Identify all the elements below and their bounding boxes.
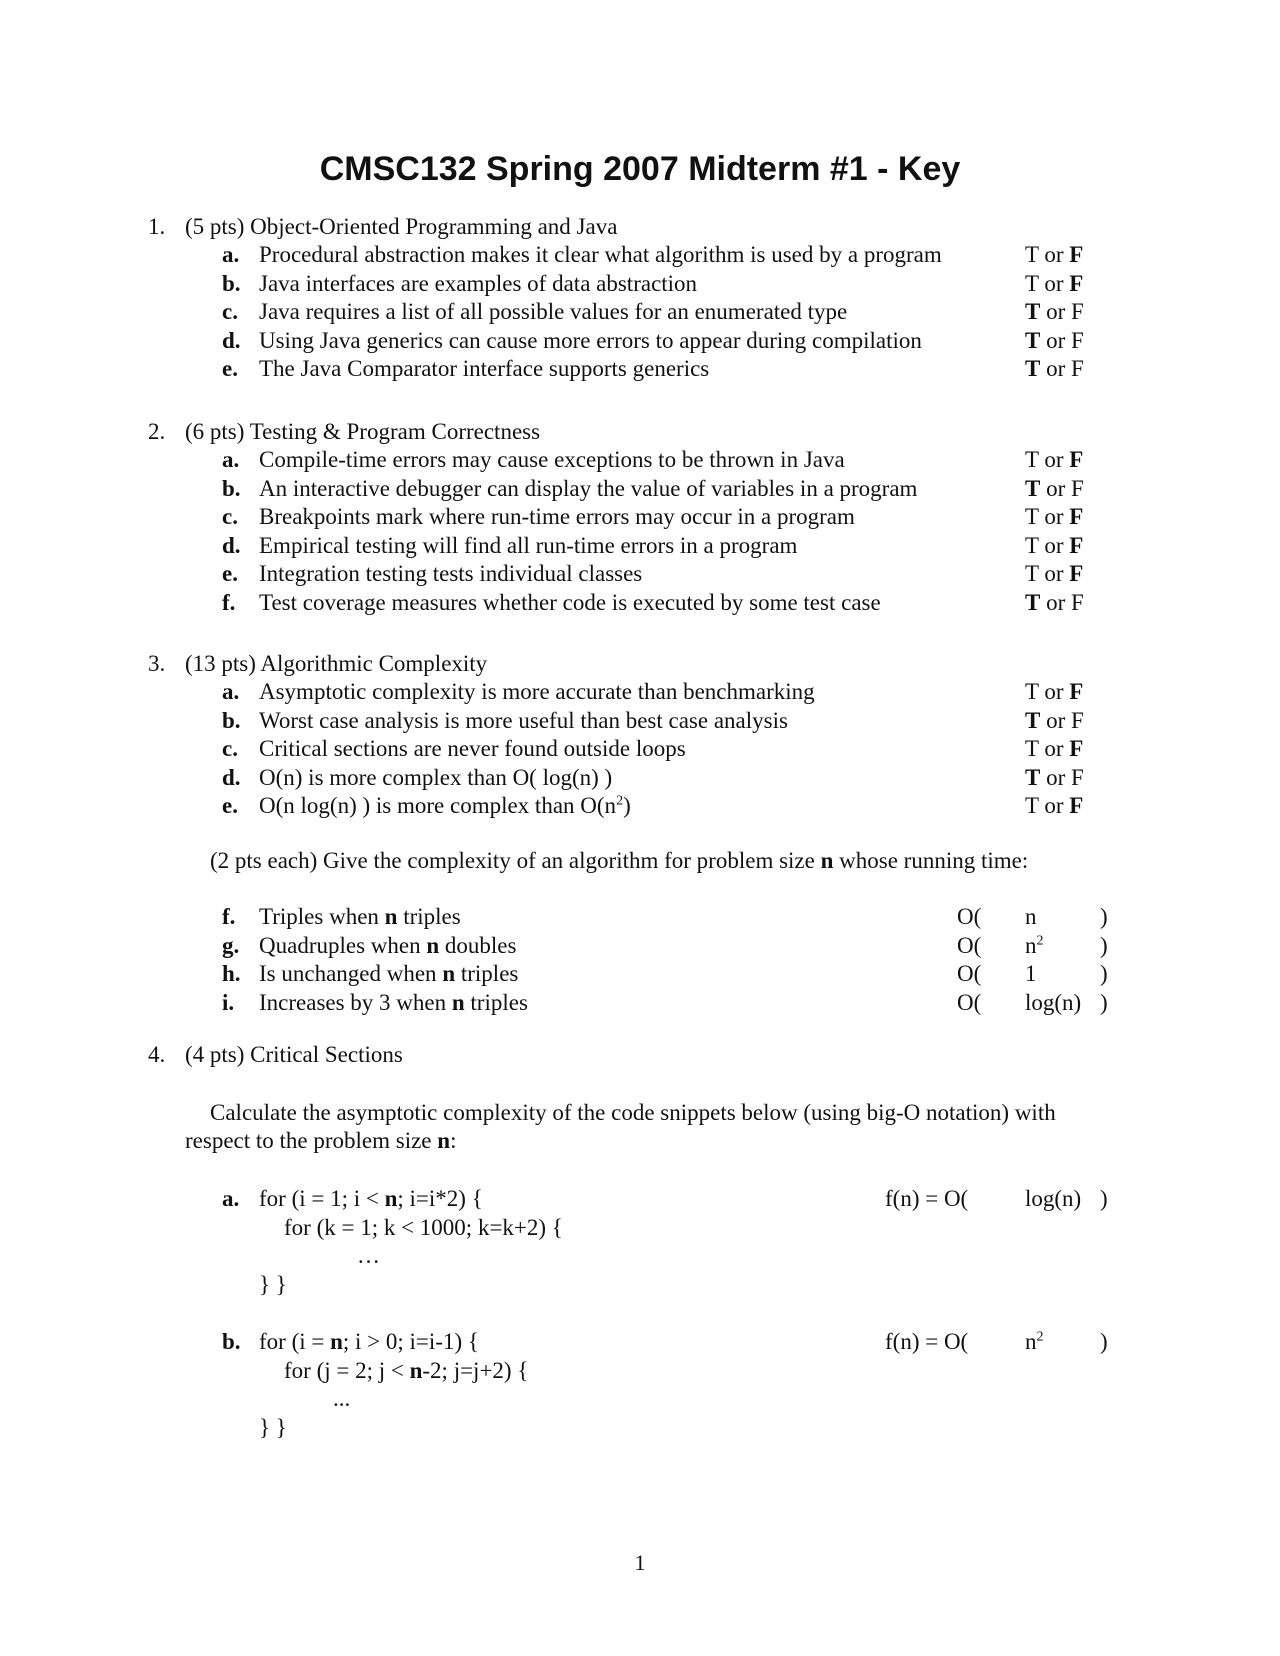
item-statement: Is unchanged when n triples [259,961,519,986]
item-statement: Test coverage measures whether code is executed by some test case [259,589,881,615]
item-statement: Increases by 3 when n triples [259,989,528,1015]
true-false-answer: T or F [1025,707,1084,733]
big-o-open: O( [957,932,982,958]
item-statement: Java interfaces are examples of data abstraction [259,270,698,296]
code-line: for (k = 1; k < 1000; k=k+2) { [284,1214,563,1240]
code-line: for (i = 1; i < n; i=i*2) { [259,1186,483,1211]
snippet-letter: b. [222,1329,241,1354]
item-statement: Integration testing tests individual classes [259,561,643,586]
item-statement: Compile-time errors may cause exceptions to be thrown in Java [259,447,845,472]
big-o-close: ) [1100,932,1108,958]
item-letter: f. [222,904,236,929]
question-heading: (6 pts) Testing & Program Correctness [185,419,541,444]
page-title: CMSC132 Spring 2007 Midterm #1 - Key [319,150,961,188]
true-false-answer: T or F [1025,475,1084,501]
code-line: for (i = n; i > 0; i=i-1) { [259,1329,479,1354]
item-statement: Procedural abstraction makes it clear what algorithm is used by a program [259,242,942,267]
question-heading: (13 pts) Algorithmic Complexity [185,651,488,676]
big-o-open: O( [957,961,982,986]
item-letter: i. [222,989,235,1015]
item-letter: a. [222,679,240,704]
item-letter: e. [222,356,238,381]
page-number: 1 [634,1550,646,1575]
true-false-answer: T or F [1025,504,1084,529]
snippet-letter: a. [222,1186,240,1211]
item-letter: d. [222,532,241,558]
true-false-answer: T or F [1025,561,1084,586]
big-o-close: ) [1100,1329,1108,1354]
true-false-answer: T or F [1025,589,1084,615]
true-false-answer: T or F [1025,793,1084,818]
item-letter: e. [222,793,238,818]
question-number: 1. [148,214,166,239]
item-letter: e. [222,561,238,586]
item-letter: a. [222,447,240,472]
true-false-answer: T or F [1025,532,1084,558]
complexity-answer: log(n) [1025,1186,1082,1211]
question-number: 3. [148,651,166,676]
item-statement: An interactive debugger can display the value of variables in a program [259,475,918,501]
big-o-close: ) [1100,961,1108,986]
code-line: ... [333,1386,351,1411]
complexity-label: f(n) = O( [885,1186,969,1211]
complexity-instruction: (2 pts each) Give the complexity of an algorithm for problem size n whose running time: [210,848,1029,873]
item-statement: The Java Comparator interface supports generics [259,356,710,381]
code-line: } } [259,1414,287,1440]
true-false-answer: T or F [1025,356,1084,381]
big-o-close: ) [1100,1186,1108,1211]
true-false-answer: T or F [1025,447,1084,472]
question-heading: (5 pts) Object-Oriented Programming and Java [185,214,618,239]
true-false-answer: T or F [1025,270,1084,296]
true-false-answer: T or F [1025,327,1084,353]
item-letter: b. [222,475,241,501]
complexity-answer: log(n) [1025,989,1082,1015]
item-letter: d. [222,764,241,790]
complexity-answer: 1 [1025,961,1037,986]
question-intro-line-1: Calculate the asymptotic complexity of the code snippets below (using big-O notation) with [210,1100,1056,1125]
big-o-open: O( [957,989,982,1015]
true-false-answer: T or F [1025,242,1084,267]
item-statement: Critical sections are never found outside loops [259,736,686,761]
true-false-answer: T or F [1025,679,1084,704]
big-o-close: ) [1100,989,1108,1015]
item-letter: a. [222,242,240,267]
item-statement: O(n log(n) ) is more complex than $O(n^2)$ [259,793,631,818]
item-statement: O(n) is more complex than O( log(n) ) [259,764,613,790]
item-letter: f. [222,589,236,615]
true-false-answer: T or F [1025,299,1084,324]
complexity-answer: $n^2$ [1025,932,1044,958]
question-heading: (4 pts) Critical Sections [185,1042,403,1067]
code-line: for (j = 2; j < n-2; j=j+2) { [284,1357,529,1383]
item-letter: d. [222,327,241,353]
complexity-label: f(n) = O( [885,1329,969,1354]
item-statement: Using Java generics can cause more errors to appear during compilation [259,327,922,353]
item-letter: g. [222,932,240,958]
question-number: 4. [148,1042,166,1067]
item-letter: b. [222,270,241,296]
big-o-open: O( [957,904,982,929]
item-letter: b. [222,707,241,733]
code-line: } } [259,1271,287,1297]
true-false-answer: T or F [1025,736,1084,761]
true-false-answer: T or F [1025,764,1084,790]
item-statement: Triples when n triples [259,904,461,929]
code-line: … [357,1243,380,1268]
item-statement: Empirical testing will find all run-time errors in a program [259,532,798,558]
item-statement: Breakpoints mark where run-time errors may occur in a program [259,504,855,529]
question-intro-line-2: respect to the problem size n: [185,1128,457,1153]
item-letter: c. [222,299,238,324]
question-number: 2. [148,419,166,444]
item-statement: Worst case analysis is more useful than best case analysis [259,707,788,733]
item-letter: c. [222,504,238,529]
complexity-answer: n [1025,904,1037,929]
item-letter: c. [222,736,238,761]
complexity-answer: $n^2$ [1025,1329,1044,1354]
big-o-close: ) [1100,904,1108,929]
item-statement: Quadruples when n doubles [259,932,517,958]
item-statement: Java requires a list of all possible values for an enumerated type [259,299,848,324]
item-statement: Asymptotic complexity is more accurate than benchmarking [259,679,815,704]
item-letter: h. [222,961,241,986]
